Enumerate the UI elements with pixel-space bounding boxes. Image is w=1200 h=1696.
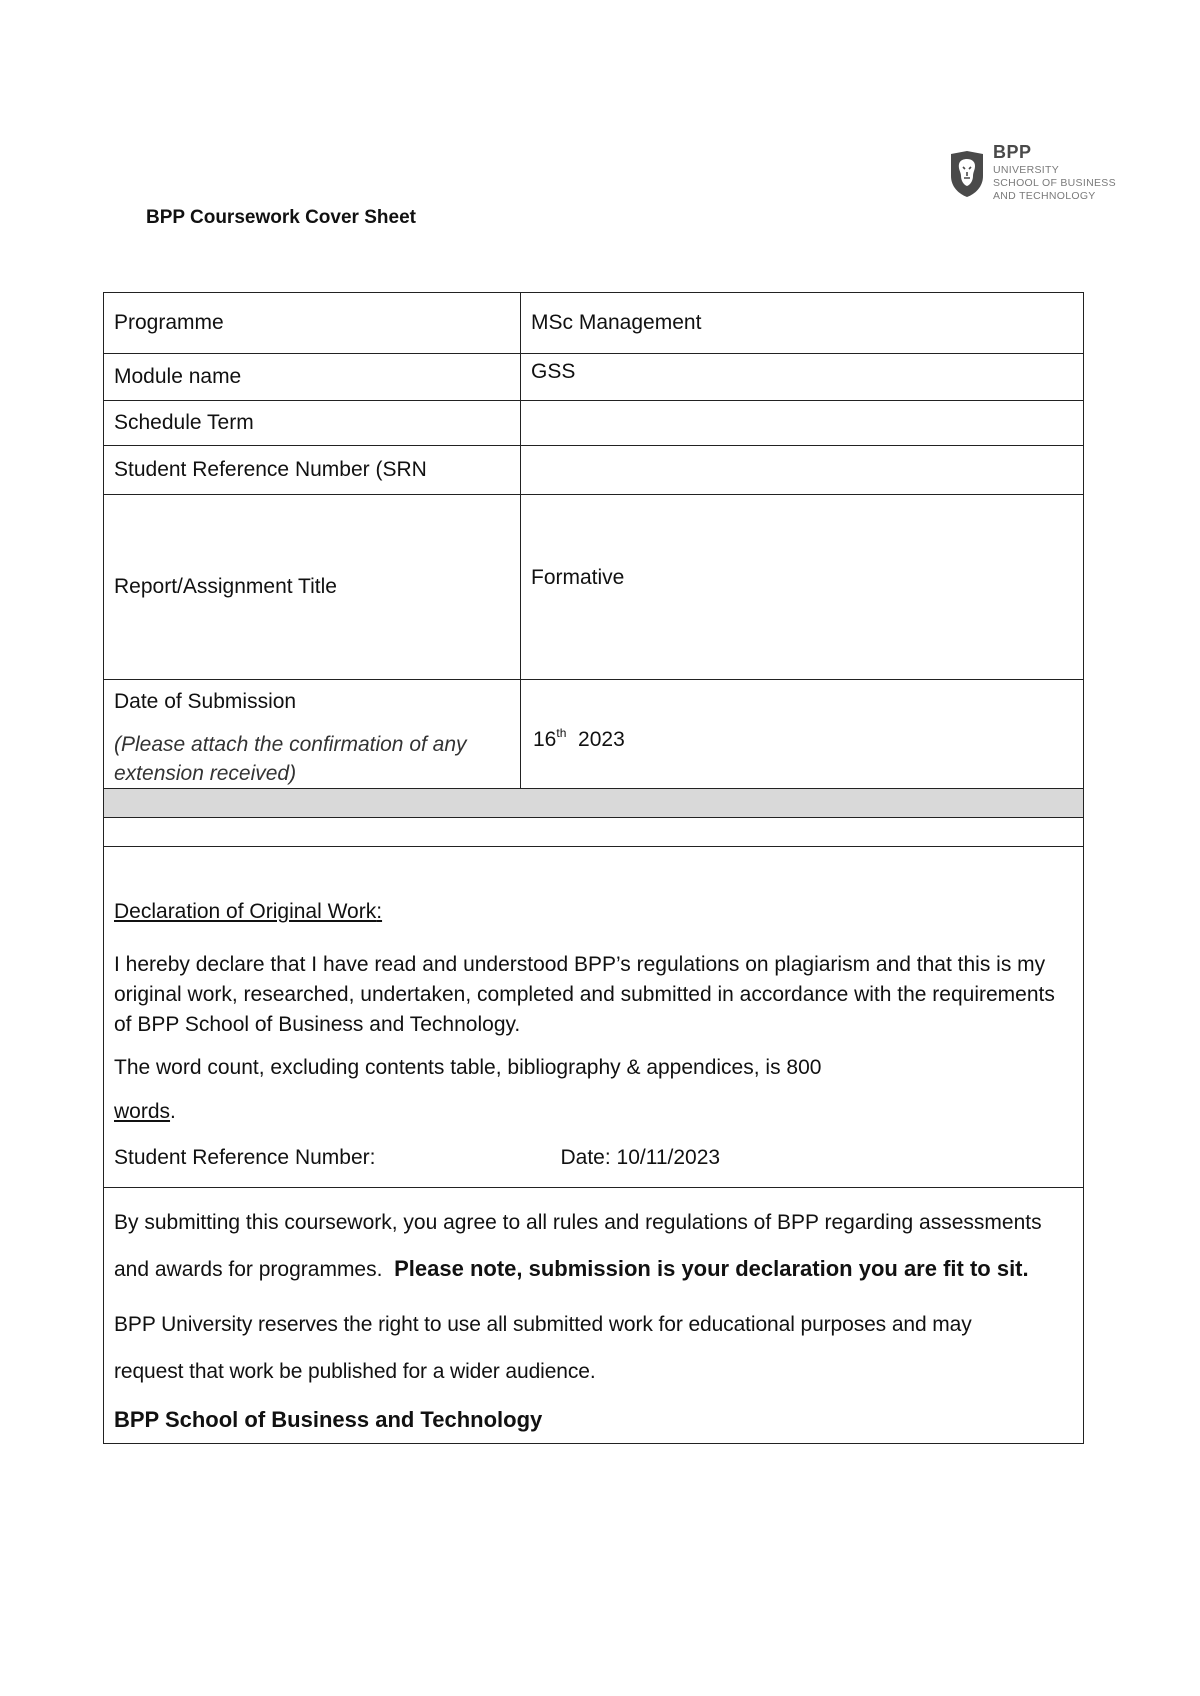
submission-date-label: Date of Submission bbox=[114, 690, 297, 713]
word-count-statement: The word count, excluding contents table, bibliography & appendices, is 800 bbox=[114, 1056, 822, 1079]
bpp-logo bbox=[948, 142, 1128, 212]
declaration-date: Date: 10/11/2023 bbox=[560, 1146, 721, 1169]
programme-field[interactable]: MSc Management bbox=[521, 293, 1084, 354]
agreement-text: By submitting this coursework, you agree to all rules and regulations of BPP regarding assessments and awards for programmes. bbox=[114, 1211, 1042, 1281]
submission-date-row bbox=[104, 680, 1084, 789]
schedule-term-row bbox=[104, 401, 1084, 446]
rights-statement: BPP University reserves the right to use all submitted work for educational purposes and may request that work be published for a wider audience. bbox=[114, 1313, 972, 1383]
logo-line-1: UNIVERSITY bbox=[993, 164, 1060, 176]
words-period: . bbox=[170, 1100, 176, 1123]
module-row bbox=[104, 354, 1084, 401]
assignment-title-field[interactable] bbox=[521, 495, 1084, 680]
extension-note: (Please attach the confirmation of any extension received) bbox=[114, 733, 467, 785]
blank-separator bbox=[104, 818, 1084, 847]
fit-to-sit-note: Please note, submission is your declaration you are fit to sit. bbox=[394, 1256, 1029, 1281]
srn-field[interactable] bbox=[521, 446, 1084, 495]
assignment-title-value: Formative bbox=[531, 566, 625, 589]
schedule-term-label: Schedule Term bbox=[104, 401, 521, 446]
grey-separator-row bbox=[104, 789, 1084, 818]
words-label: words bbox=[114, 1100, 171, 1123]
school-name: BPP School of Business and Technology bbox=[114, 1407, 543, 1432]
cover-sheet-table bbox=[103, 292, 1084, 1444]
date-suffix: th bbox=[556, 726, 567, 740]
date-year: 2023 bbox=[578, 728, 625, 751]
logo-brand: BPP bbox=[993, 142, 1032, 162]
submission-date-field[interactable] bbox=[521, 680, 1084, 789]
declaration-row bbox=[104, 847, 1084, 1188]
module-field[interactable] bbox=[521, 354, 1084, 401]
blank-separator-row bbox=[104, 818, 1084, 847]
declaration-heading: Declaration of Original Work bbox=[114, 900, 377, 923]
srn-label: Student Reference Number (SRN bbox=[104, 446, 521, 495]
logo-line-3: AND TECHNOLOGY bbox=[993, 190, 1096, 202]
srn-row bbox=[104, 446, 1084, 495]
submission-date-label-cell bbox=[104, 680, 521, 789]
lion-shield-icon bbox=[948, 150, 986, 198]
assignment-title-row bbox=[104, 495, 1084, 680]
agreement-row bbox=[104, 1188, 1084, 1444]
date-day: 16 bbox=[533, 728, 557, 751]
agreement-cell bbox=[104, 1188, 1084, 1444]
programme-label: Programme bbox=[104, 293, 521, 354]
declaration-body: I hereby declare that I have read and understood BPP’s regulations on plagiarism and that this is my original work, researched, undertaken, completed and submitted in accordance with the requirements of BPP School of Business and Technology. bbox=[114, 953, 1055, 1036]
declaration-srn-label: Student Reference Number: bbox=[114, 1146, 376, 1169]
assignment-title-label: Report/Assignment Title bbox=[104, 495, 521, 680]
module-label: Module name bbox=[104, 354, 521, 401]
declaration-cell bbox=[104, 847, 1084, 1188]
logo-line-2: SCHOOL OF BUSINESS bbox=[993, 177, 1116, 189]
module-value: GSS bbox=[531, 360, 576, 383]
schedule-term-field[interactable] bbox=[521, 401, 1084, 446]
programme-row bbox=[104, 293, 1084, 354]
grey-separator bbox=[104, 789, 1084, 818]
page-title: BPP Coursework Cover Sheet bbox=[146, 207, 416, 228]
declaration-heading-colon: : bbox=[376, 900, 383, 923]
